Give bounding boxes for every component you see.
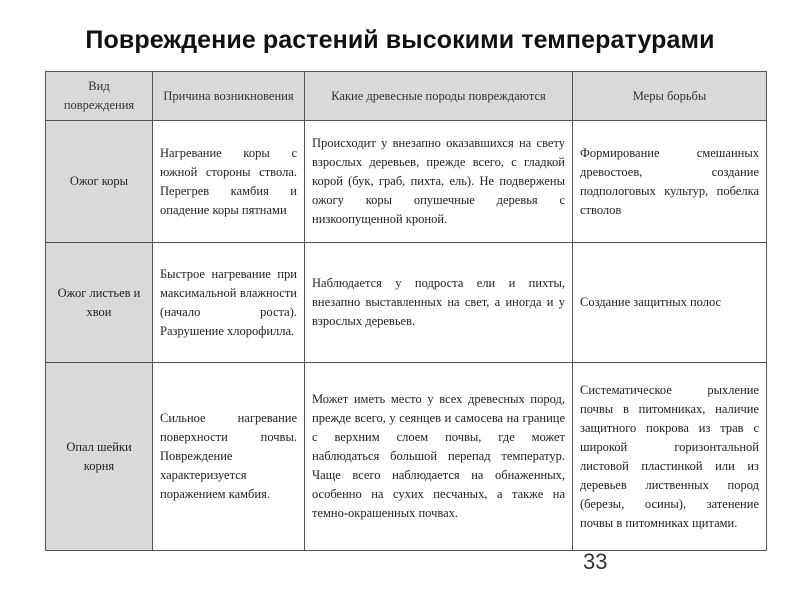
row-affected-species: Может иметь место у всех древесных пород, прежде всего, у сеянцев и самосева на границе с верхним слоем почвы, где может наблюдаться большой перепад температур. Чаще всего наблюдается на обнаженных, особенно на сухих песчаных, а также на темно-окрашенных почвах. (305, 363, 573, 551)
table-header-row (46, 72, 767, 121)
row-affected-species: Происходит у внезапно оказавшихся на свету взрослых деревьев, прежде всего, с гладкой корой (бук, граб, пихта, ель). Не подвержены ожогу коры опушечные деревья с низкоопущенной кроной. (305, 121, 573, 243)
row-control-measures: Систематическое рыхление почвы в питомниках, наличие защитного покрова из трав с широкой горизонтальной листовой пластинкой или из деревьев лиственных пород (березы, осины), затенение почвы в питомниках щитами. (573, 363, 767, 551)
header-damage-type: Вид повреждения (46, 72, 153, 121)
row-control-measures: Создание защитных полос (573, 243, 767, 363)
row-control-measures: Формирование смешанных древостоев, создание подпологовых культур, побелка стволов (573, 121, 767, 243)
page-number: 33 (583, 549, 608, 574)
row-cause: Нагревание коры с южной стороны ствола. Перегрев камбия и опадение коры пятнами (153, 121, 305, 243)
header-control-measures: Меры борьбы (573, 72, 767, 121)
header-cause: Причина возникновения (153, 72, 305, 121)
row-damage-type: Опал шейки корня (46, 363, 153, 551)
row-damage-type: Ожог листьев и хвои (46, 243, 153, 363)
table-row (46, 243, 767, 363)
row-cause: Быстрое нагревание при максимальной влажности (начало роста). Разрушение хлорофилла. (153, 243, 305, 363)
table-row (46, 363, 767, 551)
header-affected-species: Какие древесные породы повреждаются (305, 72, 573, 121)
table-row (46, 121, 767, 243)
damage-table (45, 71, 767, 551)
row-affected-species: Наблюдается у подроста ели и пихты, внезапно выставленных на свет, а иногда и у взрослых деревьев. (305, 243, 573, 363)
row-cause: Сильное нагревание поверхности почвы. Повреждение характеризуется поражением камбия. (153, 363, 305, 551)
page-title: Повреждение растений высокими температурами (85, 26, 715, 54)
row-damage-type: Ожог коры (46, 121, 153, 243)
